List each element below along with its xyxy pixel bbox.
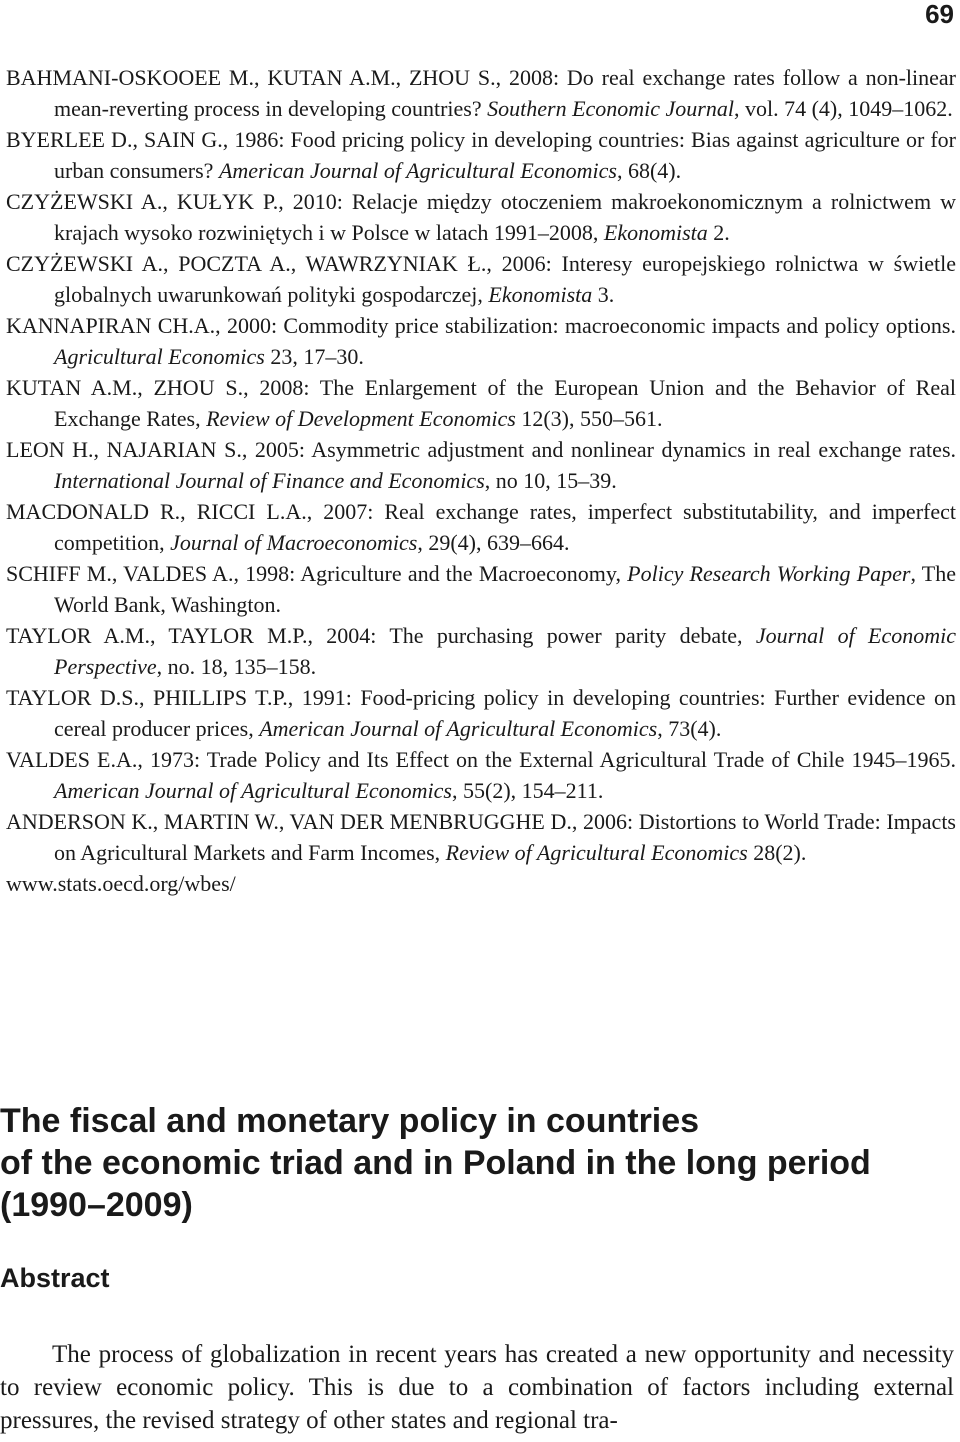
- reference-details: , vol. 74 (4), 1049–1062.: [733, 96, 953, 121]
- reference-source: American Journal of Agricultural Economics: [54, 778, 452, 803]
- reference-source: Journal of Macroeconomics: [170, 530, 418, 555]
- reference-text: TAYLOR A.M., TAYLOR M.P., 2004: The purchasing power parity debate,: [6, 623, 756, 648]
- reference-item: [6, 682, 956, 744]
- reference-item: [6, 558, 956, 620]
- reference-item: [6, 496, 956, 558]
- reference-source: Policy Research Working Paper: [627, 561, 911, 586]
- reference-source: International Journal of Finance and Economics: [54, 468, 485, 493]
- abstract-text: The process of globalization in recent years has created a new opportunity and necessity to review economic policy. This is due to a combination of factors including external pressures, the revised strategy of other states and regional tra-: [0, 1341, 954, 1434]
- reference-text: LEON H., NAJARIAN S., 2005: Asymmetric adjustment and nonlinear dynamics in real exchange rates.: [6, 437, 956, 462]
- reference-source: Ekonomista: [488, 282, 593, 307]
- reference-text: BYERLEE D., SAIN G., 1986: Food pricing policy in developing countries: Bias against agriculture or for urban consumers?: [6, 127, 956, 183]
- reference-source: Journal of Economic Perspective: [54, 623, 956, 679]
- reference-details: , 68(4).: [616, 158, 682, 183]
- reference-list: [6, 62, 956, 899]
- article-title-line: (1990–2009): [0, 1186, 193, 1224]
- reference-text: CZYŻEWSKI A., KUŁYK P., 2010: Relacje między otoczeniem makroekonomicznym a rolnictwem w krajach wysoko rozwiniętych i w Polsce w latach 1991–2008,: [6, 189, 956, 245]
- reference-item: [6, 744, 956, 806]
- reference-source: American Journal of Agricultural Economics: [259, 716, 658, 741]
- reference-item: [6, 248, 956, 310]
- reference-item: [6, 124, 956, 186]
- reference-text: BAHMANI-OSKOOEE M., KUTAN A.M., ZHOU S., 2008: Do real exchange rates follow a non-linear mean-reverting process in developing countries?: [6, 65, 956, 121]
- reference-details: , 55(2), 154–211.: [452, 778, 604, 803]
- reference-details: 23, 17–30.: [264, 344, 364, 369]
- reference-details: , 29(4), 639–664.: [417, 530, 570, 555]
- reference-details: , no. 18, 135–158.: [156, 654, 317, 679]
- article-title-line: of the economic triad and in Poland in the long period: [0, 1144, 871, 1182]
- reference-text: VALDES E.A., 1973: Trade Policy and Its Effect on the External Agricultural Trade of Chile 1945–1965.: [6, 747, 956, 772]
- reference-item: [6, 620, 956, 682]
- reference-details: 2.: [707, 220, 730, 245]
- reference-item: [6, 310, 956, 372]
- reference-source: Review of Development Economics: [206, 406, 516, 431]
- reference-text: CZYŻEWSKI A., POCZTA A., WAWRZYNIAK Ł., 2006: Interesy europejskiego rolnictwa w świetle globalnych uwarunkowań polityki gospodarczej,: [6, 251, 956, 307]
- reference-item: [6, 434, 956, 496]
- reference-text: ANDERSON K., MARTIN W., VAN DER MENBRUGGHE D., 2006: Distortions to World Trade: Impacts on Agricultural Markets and Farm Incomes,: [6, 809, 956, 865]
- reference-details: 12(3), 550–561.: [515, 406, 663, 431]
- reference-details: 3.: [592, 282, 615, 307]
- reference-details: , 73(4).: [657, 716, 722, 741]
- article-title-line: The fiscal and monetary policy in countries: [0, 1102, 700, 1140]
- reference-details: , The World Bank, Washington.: [54, 561, 956, 617]
- reference-item: [6, 186, 956, 248]
- abstract-heading: Abstract: [0, 1263, 110, 1293]
- reference-item: [6, 806, 956, 868]
- reference-text: KUTAN A.M., ZHOU S., 2008: The Enlargement of the European Union and the Behavior of Real Exchange Rates,: [6, 375, 956, 431]
- reference-text: KANNAPIRAN CH.A., 2000: Commodity price stabilization: macroeconomic impacts and policy options.: [6, 313, 956, 338]
- reference-source: Ekonomista: [603, 220, 708, 245]
- reference-text: MACDONALD R., RICCI L.A., 2007: Real exchange rates, imperfect substitutability, and imperfect competition,: [6, 499, 956, 555]
- reference-source: Agricultural Economics: [54, 344, 265, 369]
- reference-source: Southern Economic Journal: [487, 96, 734, 121]
- reference-details: , no 10, 15–39.: [484, 468, 617, 493]
- reference-source: American Journal of Agricultural Economics: [218, 158, 617, 183]
- reference-item: [6, 62, 956, 124]
- page-number: 69: [925, 0, 954, 29]
- reference-source: Review of Agricultural Economics: [445, 840, 748, 865]
- article-title: [0, 1100, 950, 1226]
- reference-url[interactable]: www.stats.oecd.org/wbes/: [6, 871, 236, 896]
- reference-details: 28(2).: [747, 840, 807, 865]
- reference-text: TAYLOR D.S., PHILLIPS T.P., 1991: Food-pricing policy in developing countries: Further evidence on cereal producer prices,: [6, 685, 956, 741]
- reference-text: SCHIFF M., VALDES A., 1998: Agriculture and the Macroeconomy,: [6, 561, 628, 586]
- reference-item: [6, 372, 956, 434]
